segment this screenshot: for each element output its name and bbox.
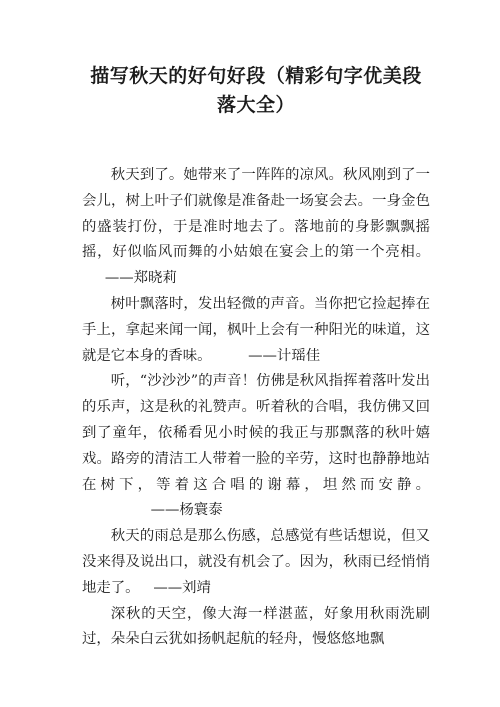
paragraph-author: ——杨寰泰	[150, 502, 223, 519]
paragraph-author: ——刘靖	[153, 579, 211, 596]
paragraph-text: 秋天到了。她带来了一阵阵的凉风。秋风刚到了一会儿，树上叶子们就像是准备赴一场宴会去。一身金色的盛装打份，于是准时地去了。落地前的身影飘飘摇摇，好似临风而舞的小姑娘在宴会上的第一个亮相。	[82, 167, 430, 261]
paragraph-author: ——郑晓莉	[104, 270, 177, 287]
paragraph-4	[82, 524, 430, 601]
paragraph-3	[82, 369, 430, 524]
paragraph-text: 深秋的天空，像大海一样湛蓝，好象用秋雨洗刷过，朵朵白云犹如扬帆起航的轻舟，慢悠悠地飘	[82, 605, 430, 648]
paragraph-1	[82, 163, 430, 292]
document-body	[82, 163, 430, 653]
paragraph-author: ——计瑶佳	[248, 347, 321, 364]
paragraph-text: 秋天的雨总是那么伤感，总感觉有些话想说，但又没来得及说出口，就没有机会了。因为，秋雨已经悄悄地走了。	[82, 528, 430, 596]
paragraph-text: 树叶飘落时，发出轻微的声音。当你把它捡起捧在手上，拿起来闻一闻，枫叶上会有一种阳光的味道，这就是它本身的香味。	[82, 295, 430, 364]
paragraph-5	[82, 602, 430, 654]
paragraph-text: 听，“沙沙沙”的声音！仿佛是秋风指挥着落叶发出的乐声，这是秋的礼赞声。听着秋的合唱，我仿佛又回到了童年，依稀看见小时候的我正与那飘落的秋叶嬉戏。路旁的清洁工人带着一脸的辛劳，这时也静静地站在树下，等着这合唱的谢幕，坦然而安静。	[82, 373, 430, 493]
document-title: 描写秋天的好句好段（精彩句字优美段落大全）	[90, 65, 422, 116]
paragraph-2	[82, 292, 430, 369]
